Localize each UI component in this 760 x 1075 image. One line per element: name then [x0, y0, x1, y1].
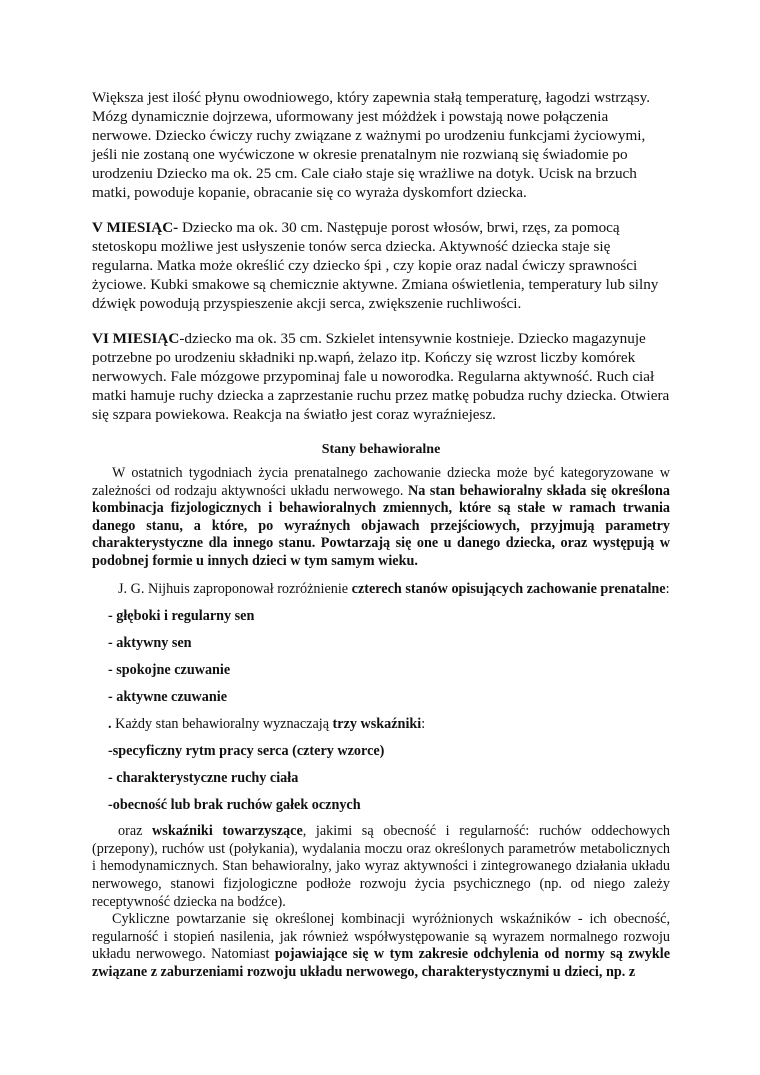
intro-bold: Na stan behawioralny składa się określona kombinacja fizjologicznych i behawioralnych zmiennych, które są stałe w ramach trwania danego stanu, a które, po wyraźnych objawach przejściowych, przyjmują parametry charakterystyczne dla innego stanu. Powtarzają się one u danego dziecka, oraz występują w podobnej formie u innych dzieci w tym samym wieku.	[92, 482, 670, 569]
paragraph-month-6	[92, 329, 670, 424]
indicators-line	[108, 715, 670, 733]
list-item-state: - aktywne czuwanie	[108, 689, 228, 706]
list-item-indicator: -obecność lub brak ruchów gałek ocznych	[108, 797, 361, 814]
paragraph-nijhuis	[92, 581, 670, 599]
month-6-text: -dziecko ma ok. 35 cm. Szkielet intensywnie kostnieje. Dziecko magazynuje potrzebne po urodzeniu składniki np.wapń, żelazo itp. Kończy się wzrost liczby komórek nerwowych. Fale mózgowe przypominaj fale u noworodka. Regularna aktywność. Ruch ciał matki hamuje ruchy dziecka a zaprzestanie ruchu przez matkę pobudza ruchy dziecka. Otwiera się szpara powiekowa. Reakcja na światło jest coraz wyraźniejesz.	[92, 330, 670, 423]
accompanying-bold: wskaźniki towarzyszące	[152, 823, 303, 840]
section-heading: Stany behawioralne	[321, 442, 441, 457]
month-5-label: V MIESIĄC-	[92, 219, 179, 236]
indicators-text: Każdy stan behawioralny wyznaczają	[111, 716, 333, 733]
month-5-text: Dziecko ma ok. 30 cm. Następuje porost włosów, brwi, rzęs, za pomocą stetoskopu możliwe jest usłyszenie tonów serca dziecka. Aktywność dziecka staje się regularna. Matka może określić czy dziecko śpi , czy kopie oraz nadal ćwiczy sprawności życiowe. Kubki smakowe są chemicznie aktywne. Zmiana oświetlenia, temperatury lub silny dźwięk powodują przyspieszenie akcji serca, zwiększenie ruchliwości.	[92, 219, 659, 312]
indicators-dot: .	[108, 716, 112, 733]
nijhuis-tail: :	[665, 580, 670, 597]
paragraph-accompanying	[92, 823, 670, 911]
indicators-bold: trzy wskaźniki	[332, 716, 422, 733]
list-item-state: - głęboki i regularny sen	[108, 608, 255, 625]
accompanying-text: , jakimi są obecność i regularność: ruchów oddechowych (przepony), ruchów ust (połykania), wydalania moczu oraz określonych parametrów metabolicznych i hemodynamicznych. Stan behawioralny, jako wyraz aktywności i zintegrowanego działania układu nerwowego, stanowi fizjologiczne podłoże rozwoju życia psychicznego (np. od niego zależy receptywność dziecka na bodźce).	[92, 823, 670, 910]
nijhuis-text: J. G. Nijhuis zaproponował rozróżnienie	[118, 580, 352, 597]
list-item-state: - aktywny sen	[108, 635, 192, 652]
paragraph-amniotic: Większa jest ilość płynu owodniowego, który zapewnia stałą temperaturę, łagodzi wstrząsy. Mózg dynamicznie dojrzewa, uformowany jest móżdżek i powstają nowe połączenia nerwowe. Dziecko ćwiczy ruchy związane z ważnymi po urodzeniu funkcjami życiowymi, jeśli nie zostaną one wyćwiczone w okresie prenatalnym nie rozwianą się świadomie po urodzeniu Dziecko ma ok. 25 cm. Cale ciało staje się wrażliwe na dotyk. Ucisk na brzuch matki, powoduje kopanie, obracanie się co wyraża dyskomfort dziecka.	[92, 89, 651, 201]
indicators-tail: :	[421, 716, 426, 733]
list-item-indicator: - charakterystyczne ruchy ciała	[108, 770, 299, 787]
accompanying-pre: oraz	[118, 823, 153, 840]
nijhuis-bold: czterech stanów opisujących zachowanie prenatalne	[351, 580, 666, 597]
paragraph-month-5	[92, 218, 670, 313]
paragraph-intro	[92, 465, 670, 571]
paragraph-cyclic	[92, 911, 670, 981]
cyclic-text: Cykliczne powtarzanie się określonej kombinacji wyróżnionych wskaźników - ich obecność, regularność i stopień nasilenia, jak również współwystępowanie są wyrazem normalnego rozwoju układu nerwowego. Natomiast	[92, 911, 670, 963]
cyclic-bold: pojawiające się w tym zakresie odchylenia od normy są zwykle związane z zaburzeniami rozwoju układu nerwowego, charakterystycznymi u dzieci, np. z	[92, 946, 670, 980]
month-6-label: VI MIESIĄC	[92, 330, 180, 347]
list-item-state: - spokojne czuwanie	[108, 662, 231, 679]
document-page	[92, 88, 670, 982]
list-item-indicator: -specyficzny rytm pracy serca (cztery wzorce)	[108, 743, 385, 760]
intro-text: W ostatnich tygodniach życia prenatalnego zachowanie dziecka może być kategoryzowane w zależności od rodzaju aktywności układu nerwowego.	[92, 465, 670, 499]
